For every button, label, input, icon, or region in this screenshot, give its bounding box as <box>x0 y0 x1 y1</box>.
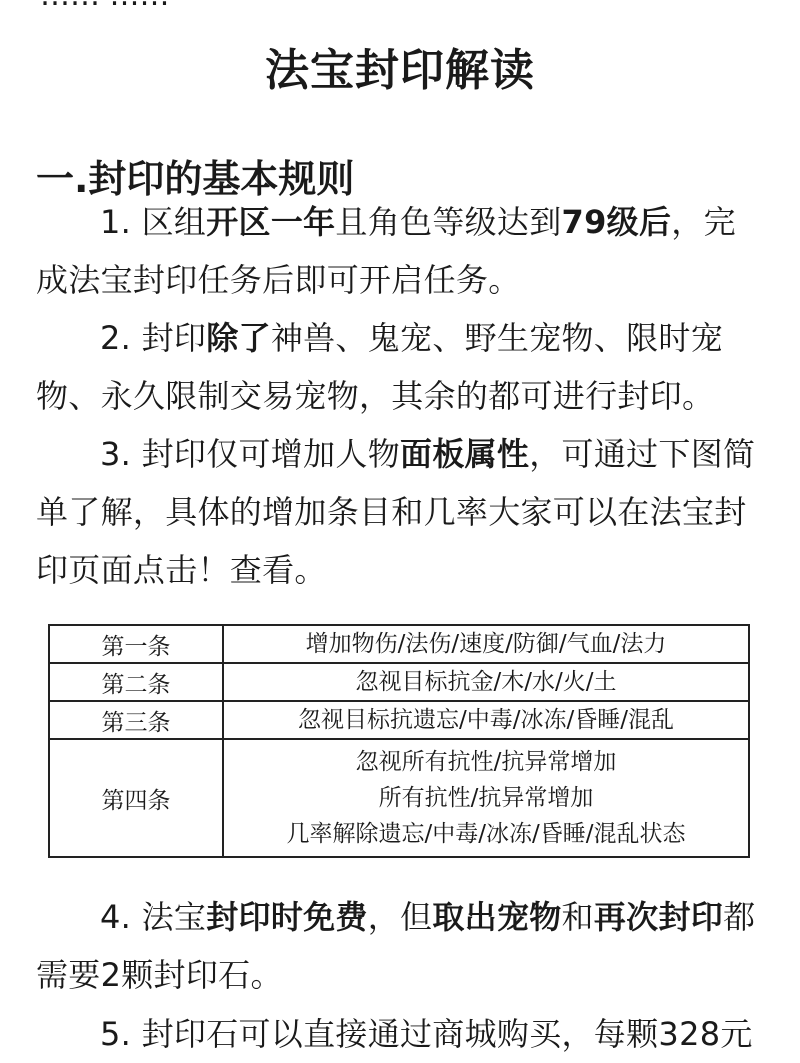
value-line: 忽视目标抗遗忘/中毒/冰冻/昏睡/混乱 <box>298 707 674 733</box>
text: 2. 封印 <box>100 319 207 357</box>
section-heading: 一.封印的基本规则 <box>36 157 355 201</box>
rule-paragraph-2 <box>36 309 766 425</box>
row-label: 第三条 <box>49 701 223 739</box>
emphasis: 取出宠物 <box>432 898 562 936</box>
text: 和 <box>561 898 594 936</box>
text: 都需要2颗封印石。 <box>36 898 756 994</box>
rule-paragraph-3 <box>36 425 766 599</box>
cut-off-text <box>40 0 170 13</box>
text: 1. 区组 <box>100 203 207 241</box>
text: ，但 <box>367 898 433 936</box>
text: 且角色等级达到 <box>335 203 562 241</box>
row-label: 第一条 <box>49 625 223 663</box>
row-value <box>223 739 749 857</box>
value-line: 增加物伤/法伤/速度/防御/气血/法力 <box>305 631 667 657</box>
text: ，完成法宝封印任务后即可开启任务。 <box>36 203 736 299</box>
table-row <box>49 625 749 663</box>
row-value <box>223 663 749 701</box>
table-row <box>49 663 749 701</box>
row-label: 第四条 <box>49 739 223 857</box>
row-value <box>223 625 749 663</box>
emphasis: 再次封印 <box>593 898 724 936</box>
text: 5. 封印石可以直接通过商城购买，每颗328元 <box>100 1015 753 1053</box>
value-line: 忽视所有抗性/抗异常增加 <box>355 749 617 775</box>
row-label: 第二条 <box>49 663 223 701</box>
table-row <box>49 701 749 739</box>
emphasis: 开区一年 <box>206 203 336 241</box>
text: 3. 封印仅可增加人物 <box>100 435 401 473</box>
text: 4. 法宝 <box>100 898 207 936</box>
value-line: 几率解除遗忘/中毒/冰冻/昏睡/混乱状态 <box>286 821 686 847</box>
table-row <box>49 739 749 857</box>
rule-paragraph-4 <box>36 888 766 1004</box>
row-value <box>223 701 749 739</box>
rule-paragraph-5 <box>36 1005 766 1063</box>
emphasis: 面板属性 <box>400 435 530 473</box>
text: ，可通过下图简单了解，具体的增加条目和几率大家可以在法宝封印页面点击！查看。 <box>36 435 756 589</box>
rule-paragraph-1 <box>36 193 766 309</box>
emphasis: 封印时免费 <box>206 898 368 936</box>
page-title: 法宝封印解读 <box>265 45 535 96</box>
text: 神兽、鬼宠、野生宠物、限时宠物、永久限制交易宠物，其余的都可进行封印。 <box>36 319 724 415</box>
emphasis: 79级后 <box>561 203 672 241</box>
value-line: 忽视目标抗金/木/水/火/土 <box>355 669 617 695</box>
seal-attribute-table <box>48 624 750 858</box>
value-line: 所有抗性/抗异常增加 <box>378 785 594 811</box>
emphasis: 除了 <box>206 319 271 357</box>
